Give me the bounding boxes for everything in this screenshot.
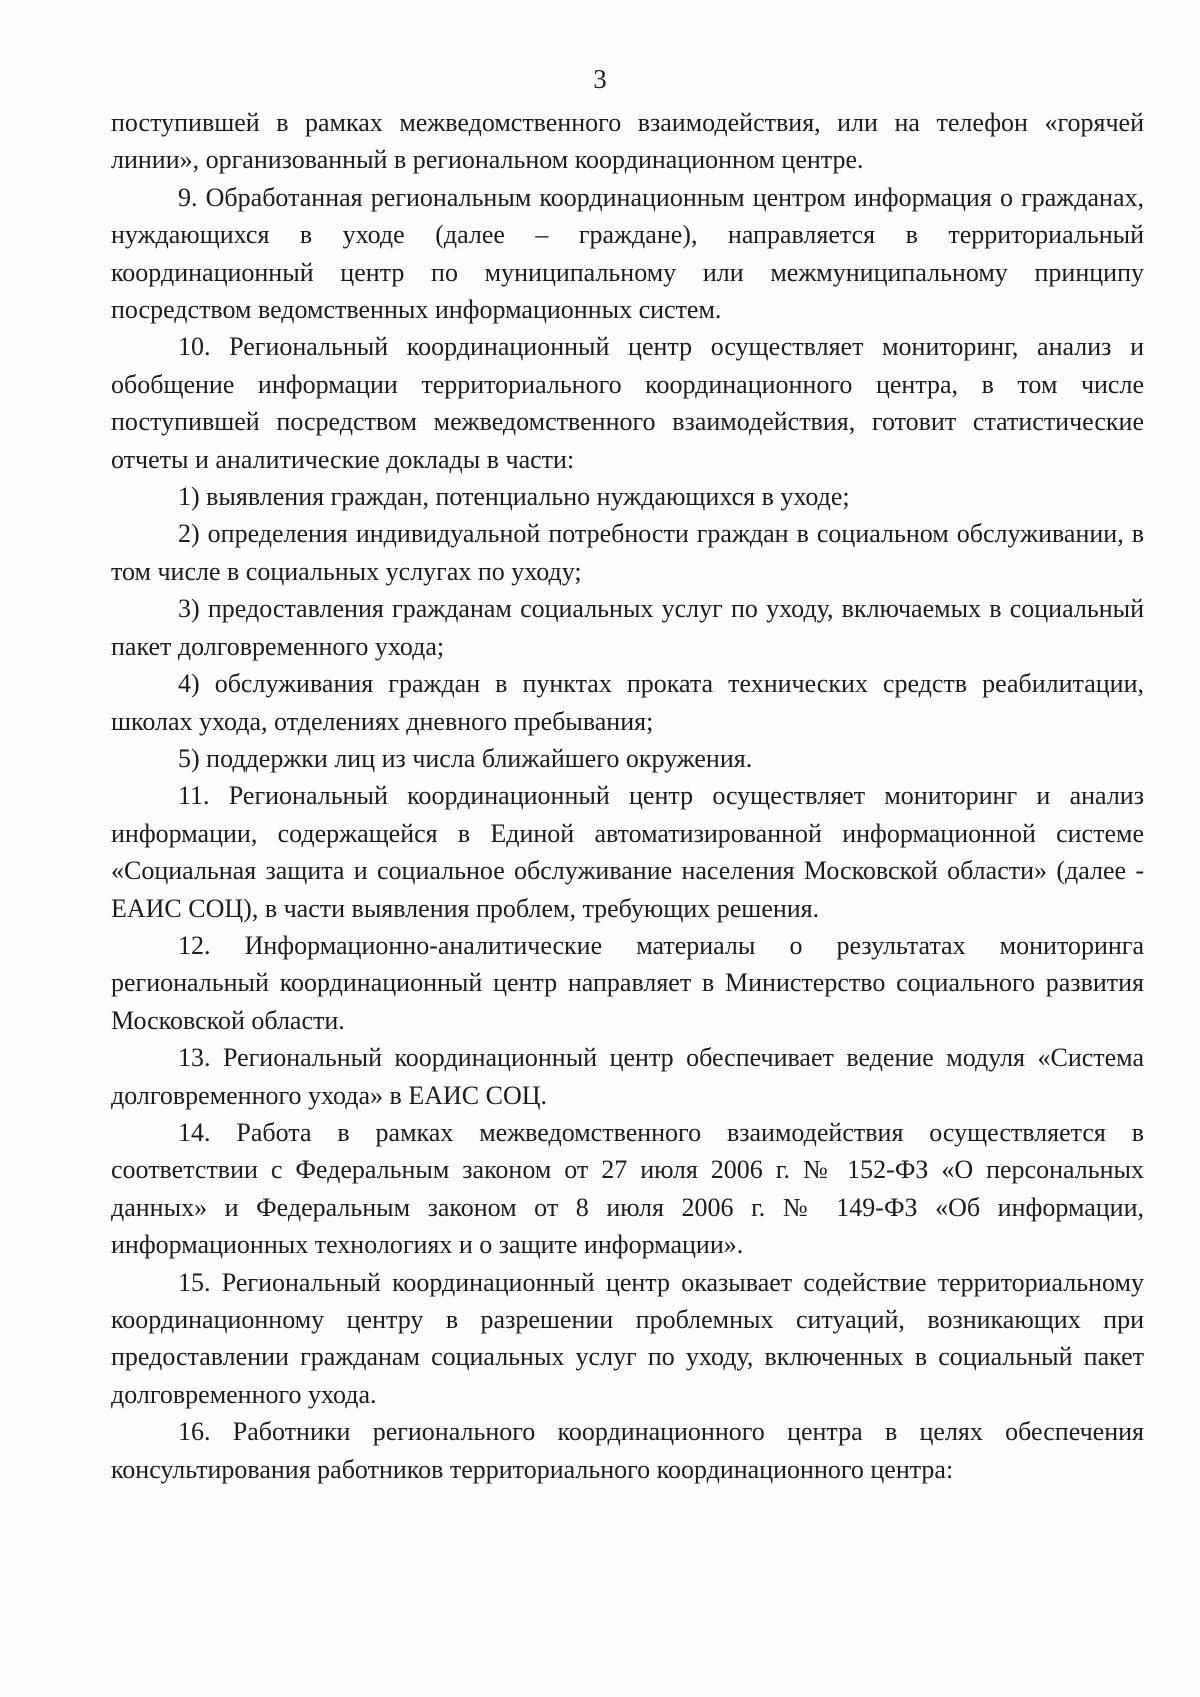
paragraph-item-12: 12. Информационно-аналитические материалы о результатах мониторинга региональный координационный центр направляет в Министерство социального развития Московской области. <box>111 930 1144 1035</box>
list-item-1: 1) выявления граждан, потенциально нуждающихся в уходе; <box>178 482 850 512</box>
paragraph-item-9: 9. Обработанная региональным координационным центром информация о гражданах, нуждающихся в уходе (далее – граждане), направляется в территориальный координационный центр по муниципальному или межмуниципальному принципу посредством ведомственных информационных систем. <box>111 182 1144 325</box>
paragraph-item-13: 13. Региональный координационный центр обеспечивает ведение модуля «Система долговременного ухода» в ЕАИС СОЦ. <box>111 1043 1144 1110</box>
list-item-5: 5) поддержки лиц из числа ближайшего окружения. <box>178 743 753 773</box>
paragraph-item-14: 14. Работа в рамках межведомственного взаимодействия осуществляется в соответствии с Федеральным законом от 27 июля 2006 г. № 152-ФЗ «О персональных данных» и Федеральным законом от 8 июля 2006 г. № 149-ФЗ «Об информации, информационных технологиях и о защите информации». <box>111 1117 1144 1260</box>
paragraph-item-15: 15. Региональный координационный центр оказывает содействие территориальному координационному центру в разрешении проблемных ситуаций, возникающих при предоставлении гражданам социальных услуг по уходу, включенных в социальный пакет долговременного ухода. <box>111 1267 1144 1409</box>
paragraph-item-16: 16. Работники регионального координационного центра в целях обеспечения консультирования работников территориального координационного центра: <box>111 1417 1144 1484</box>
document-body <box>111 104 1144 1488</box>
list-item-4: 4) обслуживания граждан в пунктах проката технических средств реабилитации, школах ухода, отделениях дневного пребывания; <box>111 669 1144 736</box>
paragraph-continuation: поступившей в рамках межведомственного взаимодействия, или на телефон «горячей линии», организованный в региональном координационном центре. <box>111 108 1144 175</box>
page-number: 3 <box>593 64 607 94</box>
paragraph-item-11: 11. Региональный координационный центр осуществляет мониторинг и анализ информации, содержащейся в Единой автоматизированной информационной системе «Социальная защита и социальное обслуживание населения Московской области» (далее - ЕАИС СОЦ), в части выявления проблем, требующих решения. <box>111 781 1144 923</box>
paragraph-item-10: 10. Региональный координационный центр осуществляет мониторинг, анализ и обобщение информации территориального координационного центра, в том числе поступившей посредством межведомственного взаимодействия, готовит статистические отчеты и аналитические доклады в части: <box>111 332 1144 474</box>
list-item-3: 3) предоставления гражданам социальных услуг по уходу, включаемых в социальный пакет долговременного ухода; <box>111 594 1144 661</box>
list-item-2: 2) определения индивидуальной потребности граждан в социальном обслуживании, в том числе в социальных услугах по уходу; <box>111 519 1144 586</box>
